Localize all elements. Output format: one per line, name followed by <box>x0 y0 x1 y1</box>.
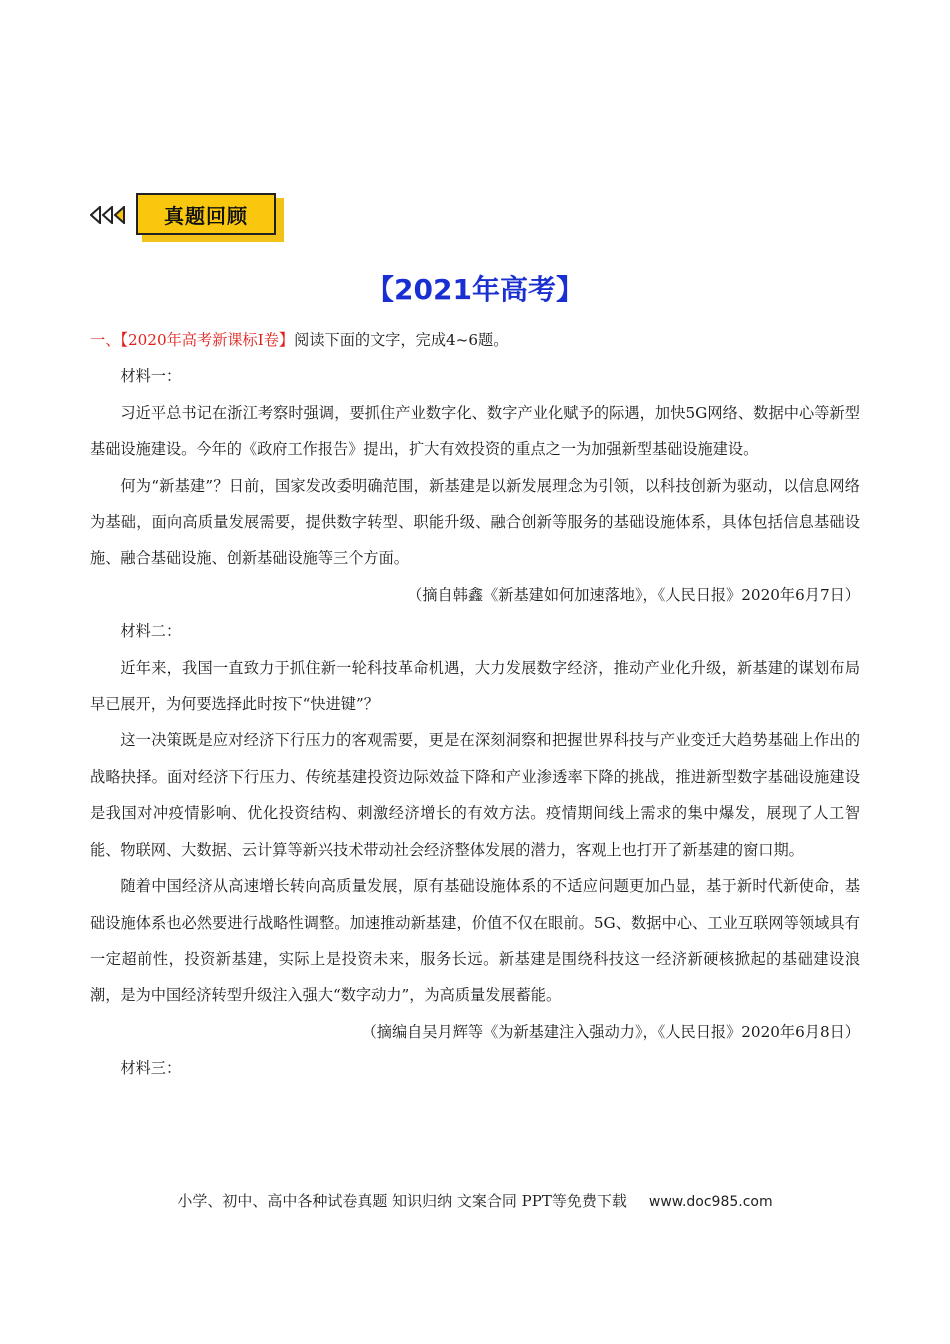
page-title: 【2021年高考】 <box>366 273 584 306</box>
material-2-paragraph-2: 这一决策既是应对经济下行压力的客观需要，更是在深刻洞察和把握世界科技与产业变迁大趋势基础上作出的战略抉择。面对经济下行压力、传统基建投资边际效益下降和产业渗透率下降的挑战，推进新型数字基础设施建设是我国对冲疫情影响、优化投资结构、刺激经济增长的有效方法。疫情期间线上需求的集中爆发，展现了人工智能、物联网、大数据、云计算等新兴技术带动社会经济整体发展的潜力，客观上也打开了新基建的窗口期。 <box>90 731 860 859</box>
page-footer <box>0 1190 950 1211</box>
material-1-citation: （摘自韩鑫《新基建如何加速落地》，《人民日报》2020年6月7日） <box>407 585 860 604</box>
footer-site-link[interactable]: www.doc985.com <box>648 1194 773 1210</box>
material-label-3: 材料三： <box>120 1059 182 1078</box>
question-line <box>90 322 860 358</box>
material-label-1: 材料一： <box>120 367 182 386</box>
material-1-paragraph-2: 何为“新基建”？日前，国家发改委明确范围，新基建是以新发展理念为引领，以科技创新为驱动，以信息网络为基础，面向高质量发展需要，提供数字转型、职能升级、融合创新等服务的基础设施体系，具体包括信息基础设施、融合基础设施、创新基础设施等三个方面。 <box>90 476 860 568</box>
section-header <box>90 192 290 240</box>
material-label-2: 材料二： <box>120 622 182 641</box>
document-body <box>90 322 860 1087</box>
question-source: 【2020年高考新课标Ⅰ卷】 <box>120 331 295 349</box>
material-2-paragraph-3: 随着中国经济从高速增长转向高质量发展，原有基础设施体系的不适应问题更加凸显，基于新时代新使命，基础设施体系也必然要进行战略性调整。加速推动新基建，价值不仅在眼前。5G、数据中心、工业互联网等领域具有一定超前性，投资新基建，实际上是投资未来，服务长远。新基建是围绕科技这一经济新硬核掀起的基础建设浪潮，是为中国经济转型升级注入强大“数字动力”，为高质量发展蓄能。 <box>90 877 860 1005</box>
material-2-citation: （摘编自吴月辉等《为新基建注入强动力》，《人民日报》2020年6月8日） <box>361 1022 860 1041</box>
footer-text: 小学、初中、高中各种试卷真题 知识归纳 文案合同 PPT等免费下载 <box>177 1192 627 1210</box>
material-1-paragraph-1: 习近平总书记在浙江考察时强调，要抓住产业数字化、数字产业化赋予的际遇，加快5G网络、数据中心等新型基础设施建设。今年的《政府工作报告》提出，扩大有效投资的重点之一为加强新型基础设施建设。 <box>90 403 860 459</box>
material-2-paragraph-1: 近年来，我国一直致力于抓住新一轮科技革命机遇，大力发展数字经济，推动产业化升级，新基建的谋划布局早已展开，为何要选择此时按下“快进键”？ <box>90 658 860 714</box>
section-badge: 真题回顾 <box>136 193 276 235</box>
question-prompt: 阅读下面的文字，完成4~6题。 <box>294 331 509 349</box>
double-left-arrow-icon <box>90 206 126 224</box>
question-number: 一、 <box>90 331 121 349</box>
